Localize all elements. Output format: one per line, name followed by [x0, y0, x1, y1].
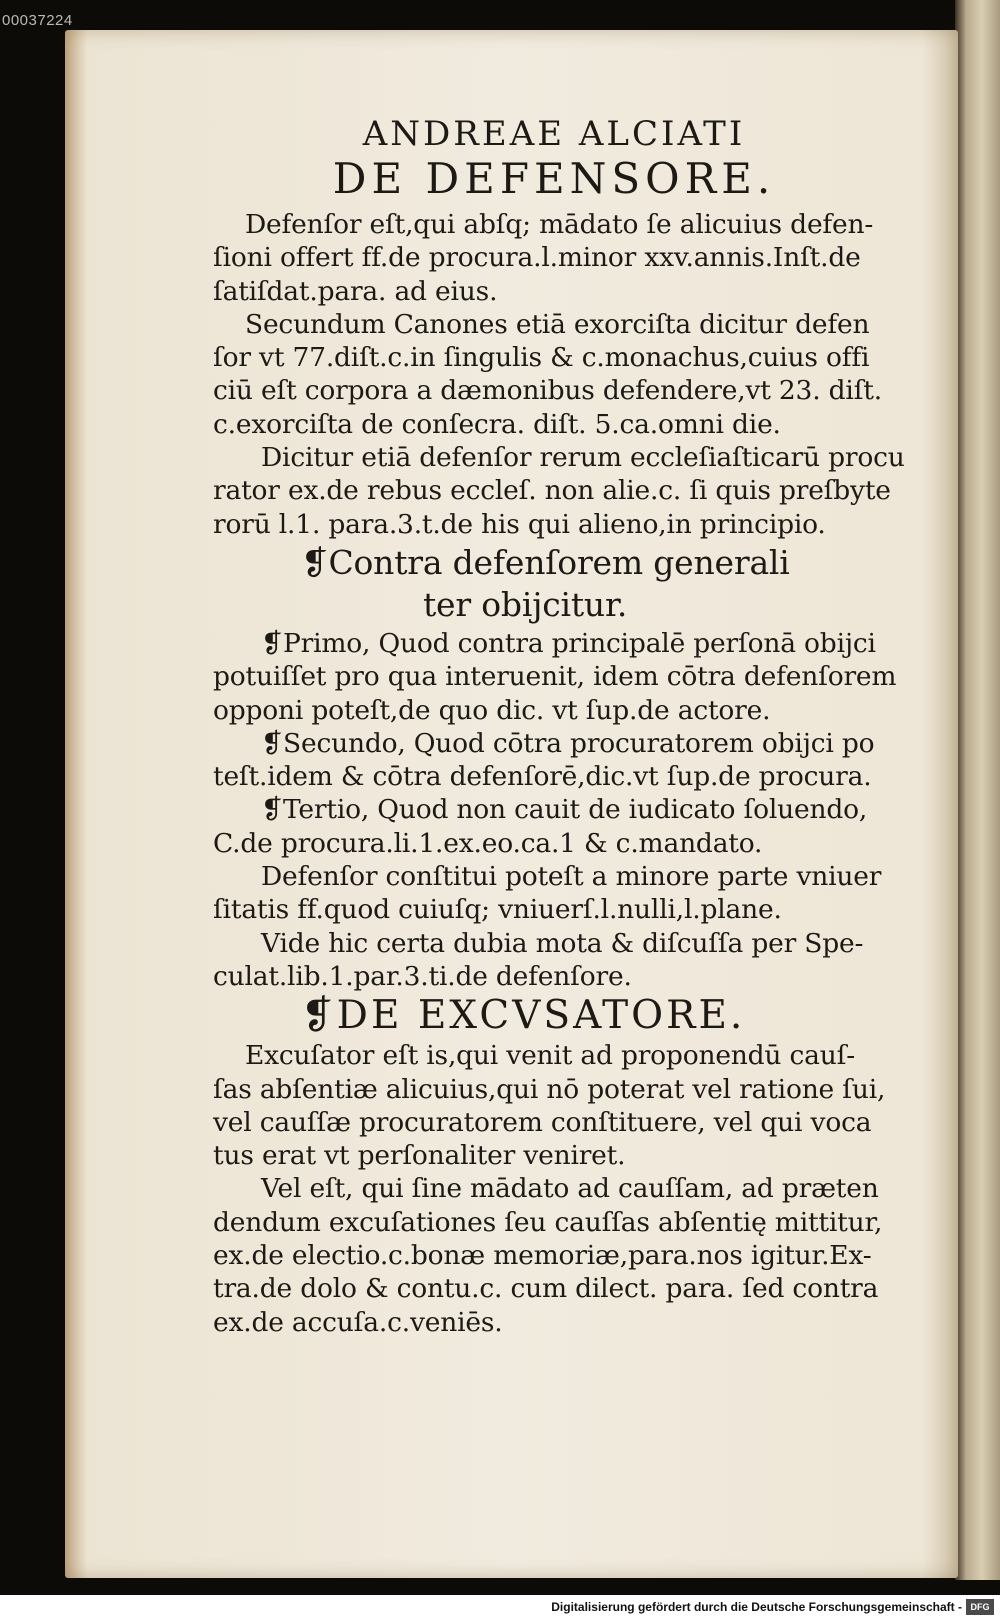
footer-bar	[0, 1595, 1000, 1622]
text-line: ſatiſdat.para. ad eius.	[213, 275, 498, 307]
page-text	[213, 77, 955, 1339]
text-line: opponi poteſt,de quo dic. vt ſup.de actore.	[213, 694, 771, 726]
text-line: Dicitur etiā defenſor rerum eccleſiaſticarū procu	[261, 442, 905, 474]
section-heading-contra-line-2: ter obijcitur.	[423, 584, 628, 624]
section-body-excusatore	[213, 1039, 955, 1339]
section-body-contra	[213, 627, 955, 993]
text-line: teſt.idem & cōtra defenſorē,dic.vt ſup.de procura.	[213, 761, 872, 793]
text-line: vel cauſſæ procuratorem conſtituere, vel qui voca	[213, 1106, 872, 1138]
adjacent-page-edge	[955, 0, 1000, 1580]
text-line: rorū l.1. para.3.t.de his qui alieno,in principio.	[213, 508, 826, 540]
section-heading-contra-line-1: ❡Contra defenſorem generali	[301, 542, 790, 582]
text-line: ❡Tertio, Quod non cauit de iudicato ſoluendo,	[261, 794, 868, 826]
text-line: ex.de accuſa.c.veniēs.	[213, 1306, 503, 1338]
funding-notice: Digitalisierung gefördert durch die Deutsche Forschungsgemeinschaft -	[551, 1600, 962, 1614]
text-line: tus erat vt perſonaliter veniret.	[213, 1140, 626, 1172]
section-body-defensore	[213, 208, 955, 541]
dfg-logo: DFG	[966, 1599, 994, 1615]
text-line: ❡Primo, Quod contra principalē perſonā obijci	[261, 627, 876, 659]
scan-id: 00037224	[2, 12, 73, 29]
text-line: Vide hic certa dubia mota & diſcuſſa per Spe-	[261, 927, 864, 959]
text-line: Defenſor eſt,qui abſq; mādato ſe alicuius defen-	[245, 209, 874, 240]
text-line: potuiſſet pro qua interuenit, idem cōtra defenſorem	[213, 661, 897, 693]
text-line: Vel eſt, qui ſine mādato ad cauſſam, ad præten	[261, 1173, 879, 1205]
text-line: C.de procura.li.1.ex.eo.ca.1 & c.mandato.	[213, 827, 763, 859]
page-title: ANDREAE ALCIATI	[362, 114, 746, 154]
text-line: ſor vt 77.diſt.c.in ſingulis & c.monachus,cuius offi	[213, 342, 870, 374]
text-line: ſioni offert ff.de procura.l.minor xxv.annis.Inſt.de	[213, 242, 861, 274]
text-line: ſitatis ff.quod cuiuſq; vniuerſ.l.nulli,l.plane.	[213, 894, 782, 926]
text-line: dendum excuſationes ſeu cauſſas abſentię mittitur,	[213, 1206, 883, 1238]
text-line: ex.de electio.c.bonæ memoriæ,para.nos igitur.Ex-	[213, 1240, 872, 1272]
text-line: tra.de dolo & contu.c. cum dilect. para. ſed contra	[213, 1273, 879, 1305]
text-line: culat.lib.1.par.3.ti.de defenſore.	[213, 960, 632, 992]
text-line: ſas abſentiæ alicuius,qui nō poterat vel ratione ſui,	[213, 1073, 886, 1105]
text-line: c.exorciſta de conſecra. diſt. 5.ca.omni die.	[213, 408, 781, 440]
section-heading-defensore: DE DEFENSORE.	[332, 154, 776, 203]
text-line: rator ex.de rebus eccleſ. non alie.c. ſi quis preſbyte	[213, 475, 891, 507]
text-line: Secundum Canones etiā exorciſta dicitur defen	[245, 308, 870, 340]
text-line: ❡Secundo, Quod cōtra procuratorem obijci po	[261, 727, 875, 759]
text-line: ciū eſt corpora a dæmonibus defendere,vt 23. diſt.	[213, 375, 882, 407]
text-line: Defenſor conſtitui poteſt a minore parte vniuer	[261, 861, 882, 893]
text-line: Excuſator eſt is,qui venit ad proponendū cauſ-	[245, 1040, 855, 1072]
section-heading-excusatore: ❡DE EXCVSATORE.	[301, 993, 746, 1039]
